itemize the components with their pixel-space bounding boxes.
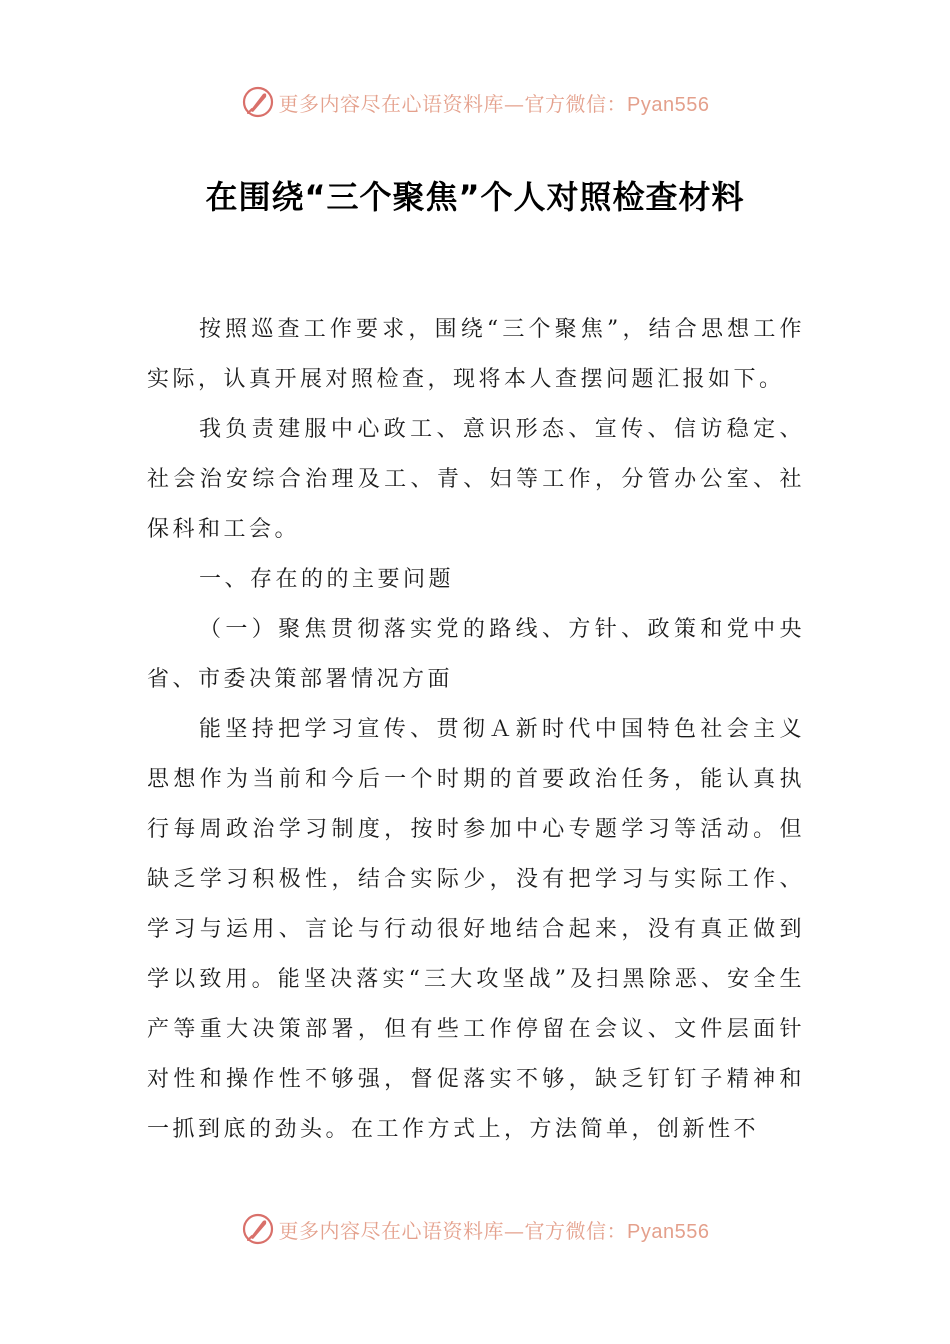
quill-pen-icon — [241, 85, 275, 119]
watermark-brand: 更多内容尽在心语资料库 — [278, 1218, 505, 1243]
watermark-dash: — — [504, 91, 525, 116]
document-title: 在围绕“三个聚焦”个人对照检查材料 — [205, 178, 745, 216]
watermark-wechat-id: Pyan556 — [627, 1220, 710, 1243]
watermark-brand: 更多内容尽在心语资料库 — [278, 91, 505, 116]
header-watermark — [0, 82, 950, 122]
subsection-heading: （一）聚焦贯彻落实党的路线、方针、政策和党中央省、市委决策部署情况方面 — [147, 617, 805, 692]
watermark-wechat-label: 官方微信： — [524, 91, 628, 116]
watermark-wechat-id: Pyan556 — [627, 93, 710, 116]
watermark-wechat-label: 官方微信： — [524, 1218, 628, 1243]
watermark-text — [279, 88, 710, 117]
paragraph-intro: 按照巡查工作要求，围绕“三个聚焦”，结合思想工作实际，认真开展对照检查，现将本人查摆问题汇报如下。 — [147, 317, 805, 392]
watermark-text — [279, 1215, 710, 1244]
document-body — [147, 305, 805, 1155]
watermark-dash: — — [504, 1218, 525, 1243]
section-heading: 一、存在的的主要问题 — [199, 567, 455, 592]
quill-pen-icon — [241, 1212, 275, 1246]
paragraph-analysis: 能坚持把学习宣传、贯彻Ａ新时代中国特色社会主义思想作为当前和今后一个时期的首要政治任务，能认真执行每周政治学习制度，按时参加中心专题学习等活动。但缺乏学习积极性，结合实际少，没有把学习与实际工作、学习与运用、言论与行动很好地结合起来，没有真正做到学以致用。能坚决落实“三大攻坚战”及扫黑除恶、安全生产等重大决策部署，但有些工作停留在会议、文件层面针对性和操作性不够强，督促落实不够，缺乏钉钉子精神和一抓到底的劲头。在工作方式上，方法简单，创新性不 — [147, 717, 805, 1142]
paragraph-responsibilities: 我负责建服中心政工、意识形态、宣传、信访稳定、社会治安综合治理及工、青、妇等工作，分管办公室、社保科和工会。 — [147, 417, 805, 542]
footer-watermark — [0, 1209, 950, 1249]
